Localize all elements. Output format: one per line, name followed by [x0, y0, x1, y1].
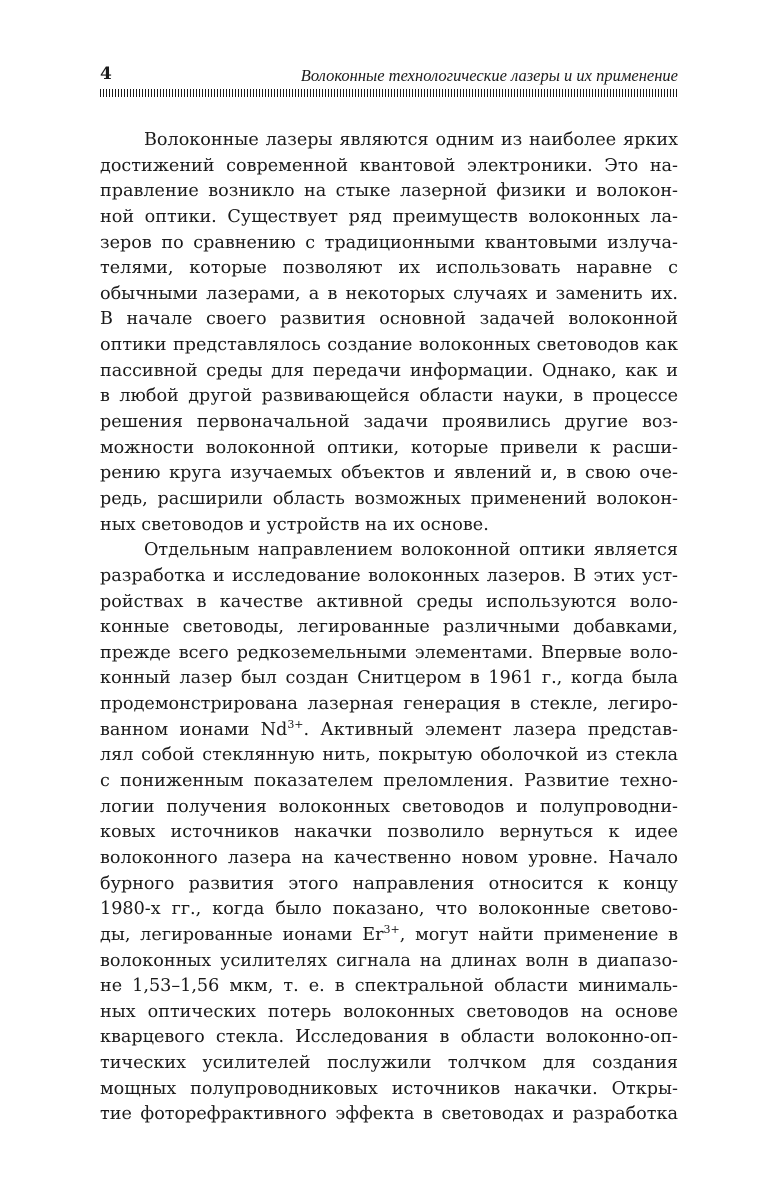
- text-line: конный лазер был создан Снитцером в 1961 г., когда была: [100, 668, 678, 689]
- text-line: конные световоды, легированные различными добавками,: [100, 617, 678, 638]
- text-line: ной оптики. Существует ряд преимуществ волоконных ла-: [100, 206, 678, 227]
- text-line: не 1,53–1,56 мкм, т. е. в спектральной области минималь-: [100, 976, 678, 997]
- text-line: ковых источников накачки позволило вернуться к идее: [100, 822, 678, 843]
- text-line: бурного развития этого направления относится к концу: [100, 873, 678, 894]
- text-line: ных световодов и устройств на их основе.: [100, 514, 489, 535]
- text-line: продемонстрирована лазерная генерация в стекле, легиро-: [100, 694, 678, 715]
- superscript: 3+: [287, 717, 304, 731]
- text-line: с пониженным показателем преломления. Развитие техно-: [100, 771, 678, 792]
- text-line: [100, 923, 678, 949]
- text-line: мощных полупроводниковых источников накачки. Откры-: [100, 1078, 678, 1099]
- paragraph-1: [100, 128, 678, 538]
- text-line: можности волоконной оптики, которые привели к расши-: [100, 437, 678, 458]
- body-text: [100, 128, 678, 1128]
- text-line: пассивной среды для передачи информации. Однако, как и: [100, 360, 678, 381]
- text-line: ных оптических потерь волоконных световодов на основе: [100, 1001, 678, 1022]
- text-line: волоконных усилителях сигнала на длинах волн в диапазо-: [100, 950, 678, 971]
- text-line: рению круга изучаемых объектов и явлений и, в свою оче-: [100, 463, 678, 484]
- running-title: Волоконные технологические лазеры и их применение: [300, 66, 678, 85]
- text-line: логии получения волоконных световодов и полупроводни-: [100, 796, 678, 817]
- superscript: 3+: [383, 922, 400, 936]
- text-line: телями, которые позволяют их использовать наравне с: [100, 258, 678, 279]
- text-line: в любой другой развивающейся области науки, в процессе: [100, 386, 678, 407]
- text-line: зеров по сравнению с традиционными квантовыми излуча-: [100, 232, 678, 253]
- text-line: Волоконные лазеры являются одним из наиболее ярких: [144, 130, 678, 150]
- text-line: ройствах в качестве активной среды используются воло-: [100, 591, 678, 612]
- text-line: оптики представлялось создание волоконных световодов как: [100, 335, 678, 356]
- text-line: лял собой стеклянную нить, покрытую оболочкой из стекла: [100, 745, 678, 766]
- text-fragment: ды, легированные ионами Er: [100, 924, 384, 945]
- text-line: В начале своего развития основной задачей волоконной: [100, 309, 678, 330]
- header-rule: [100, 89, 678, 97]
- page-number: 4: [100, 64, 112, 84]
- text-line: редь, расширили область возможных применений волокон-: [100, 488, 678, 509]
- text-line: кварцевого стекла. Исследования в области волоконно-оп-: [100, 1027, 678, 1048]
- text-line: обычными лазерами, а в некоторых случаях и заменить их.: [100, 283, 678, 304]
- text-fragment: . Активный элемент лазера представ-: [303, 719, 678, 740]
- text-line: волоконного лазера на качественно новом уровне. Начало: [100, 847, 678, 868]
- text-line: тических усилителей послужили толчком для создания: [100, 1053, 678, 1074]
- text-line: Отдельным направлением волоконной оптики является: [144, 540, 678, 561]
- text-line: прежде всего редкоземельными элементами. Впервые воло-: [100, 642, 678, 663]
- book-page: [100, 64, 678, 1125]
- text-fragment: ванном ионами Nd: [100, 719, 288, 740]
- text-line: достижений современной квантовой электроники. Это на-: [100, 155, 678, 176]
- page-header: [100, 64, 678, 88]
- text-line: разработка и исследование волоконных лазеров. В этих уст-: [100, 565, 678, 586]
- text-line: [100, 718, 678, 744]
- text-line: 1980-х гг., когда было показано, что волоконные светово-: [100, 899, 678, 920]
- text-line: решения первоначальной задачи проявились другие воз-: [100, 412, 678, 433]
- text-fragment: , могут найти применение в: [399, 924, 678, 945]
- paragraph-2: [100, 538, 678, 1128]
- text-line: правление возникло на стыке лазерной физики и волокон-: [100, 181, 678, 202]
- text-line: тие фоторефрактивного эффекта в световодах и разработка: [100, 1104, 678, 1125]
